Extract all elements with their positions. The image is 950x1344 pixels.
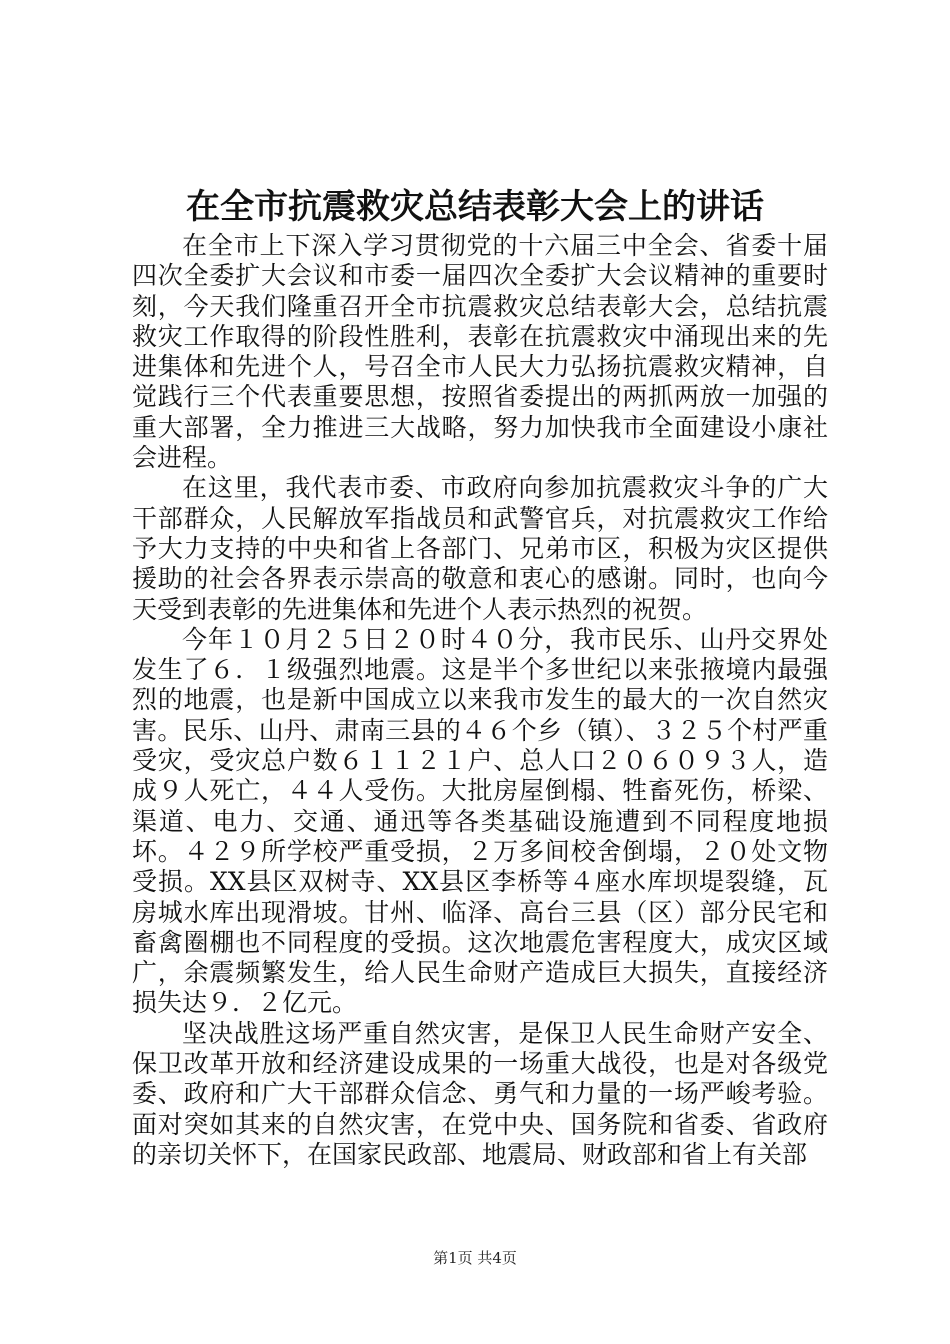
document-body xyxy=(132,231,828,1170)
paragraph-1: 在全市上下深入学习贯彻党的十六届三中全会、省委十届四次全委扩大会议和市委一届四次全委扩大会议精神的重要时刻，今天我们隆重召开全市抗震救灾总结表彰大会，总结抗震救灾工作取得的阶段性胜利，表彰在抗震救灾中涌现出来的先进集体和先进个人，号召全市人民大力弘扬抗震救灾精神，自觉践行三个代表重要思想，按照省委提出的两抓两放一加强的重大部署，全力推进三大战略，努力加快我市全面建设小康社会进程。 xyxy=(132,231,828,473)
paragraph-3: 今年１０月２５日２０时４０分，我市民乐、山丹交界处发生了６．１级强烈地震。这是半个多世纪以来张掖境内最强烈的地震，也是新中国成立以来我市发生的最大的一次自然灾害。民乐、山丹、肃南三县的４６个乡（镇）、３２５个村严重受灾，受灾总户数６１１２１户、总人口２０６０９３人，造成９人死亡，４４人受伤。大批房屋倒榻、牲畜死伤，桥梁、渠道、电力、交通、通迅等各类基础设施遭到不同程度地损坏。４２９所学校严重受损，２万多间校舍倒塌，２０处文物受损。XX县区双树寺、XX县区李桥等４座水库坝堤裂缝，瓦房城水库出现滑坡。甘州、临泽、高台三县（区）部分民宅和畜禽圈棚也不同程度的受损。这次地震危害程度大，成灾区域广，余震频繁发生，给人民生命财产造成巨大损失，直接经济损失达９．２亿元。 xyxy=(132,624,828,1018)
page-number-footer: 第1页 共4页 xyxy=(433,1249,517,1267)
paragraph-2: 在这里，我代表市委、市政府向参加抗震救灾斗争的广大干部群众，人民解放军指战员和武警官兵，对抗震救灾工作给予大力支持的中央和省上各部门、兄弟市区，积极为灾区提供援助的社会各界表示崇高的敬意和衷心的感谢。同时，也向今天受到表彰的先进集体和先进个人表示热烈的祝贺。 xyxy=(132,473,828,624)
document-title: 在全市抗震救灾总结表彰大会上的讲话 xyxy=(186,187,764,227)
paragraph-4: 坚决战胜这场严重自然灾害，是保卫人民生命财产安全、保卫改革开放和经济建设成果的一场重大战役，也是对各级党委、政府和广大干部群众信念、勇气和力量的一场严峻考验。面对突如其来的自然灾害，在党中央、国务院和省委、省政府的亲切关怀下，在国家民政部、地震局、财政部和省上有关部 xyxy=(132,1018,828,1169)
